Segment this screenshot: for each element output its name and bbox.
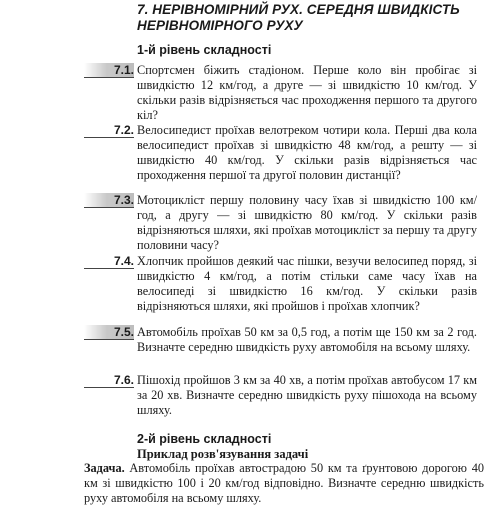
example-heading: Приклад розв'язування задачі [137,447,309,461]
task-text-7-6: Пішохід пройшов 3 км за 40 хв, а потім проїхав автобусом 17 км за 20 хв. Визначте середню швидкість руху пішохода на всьому шляху. [137,373,477,417]
problem-text: Автомобіль проїхав автострадою 50 км та ґрунтовою дорогою 40 км зі швидкістю 100 і 20 км/год відповідно. Визначте середню швидкість руху автомобіля на всьому шляху. [84,461,484,505]
level-1-heading: 1-й рівень складності [137,43,272,57]
task-text-7-3: Мотоцикліст першу половину часу їхав зі швидкістю 100 км/год, а другу — зі швидкістю 80 км/год. У скільки разів відрізняються шляхи, які проїхав мотоцикліст за першу та другу половини часу? [137,193,477,252]
task-text-7-1: Спортсмен біжить стадіоном. Перше коло він пробігає зі швидкістю 12 км/год, а друге — зі швидкістю 10 км/год. У скільки разів відрізняється час проходження першого та другого кіл? [137,63,477,122]
task-number-7-2: 7.2. [84,123,134,138]
task-text-7-5: Автомобіль проїхав 50 км за 0,5 год, а потім ще 150 км за 2 год. Визначте середню швидкість руху автомобіля на всьому шляху. [137,325,477,354]
task-text-7-4: Хлопчик пройшов деякий час пішки, везучи велосипед поряд, зі швидкістю 4 км/год, а потім стільки саме часу їхав на велосипеді зі швидкістю 16 км/год. У скільки разів відрізняються шляхи, які пройшов і проїхав хлопчик? [137,254,477,313]
problem-label: Задача. [84,461,125,475]
task-text-7-2: Велосипедист проїхав велотреком чотири кола. Перші два кола велосипедист проїхав зі швидкістю 48 км/год, а решту — зі швидкістю 40 км/год. У скільки разів відрізняється час проходження першої та другої половин дистанції? [137,123,477,182]
task-number-7-1: 7.1. [84,63,134,78]
example-problem [84,461,484,506]
section-title: 7. НЕРІВНОМІРНИЙ РУХ. СЕРЕДНЯ ШВИДКІСТЬ НЕРІВНОМІРНОГО РУХУ [137,2,460,33]
task-number-7-6: 7.6. [84,373,134,388]
task-number-7-3: 7.3. [84,193,134,208]
task-number-7-4: 7.4. [84,254,134,269]
task-number-7-5: 7.5. [84,325,134,340]
level-2-heading: 2-й рівень складності [137,432,272,446]
